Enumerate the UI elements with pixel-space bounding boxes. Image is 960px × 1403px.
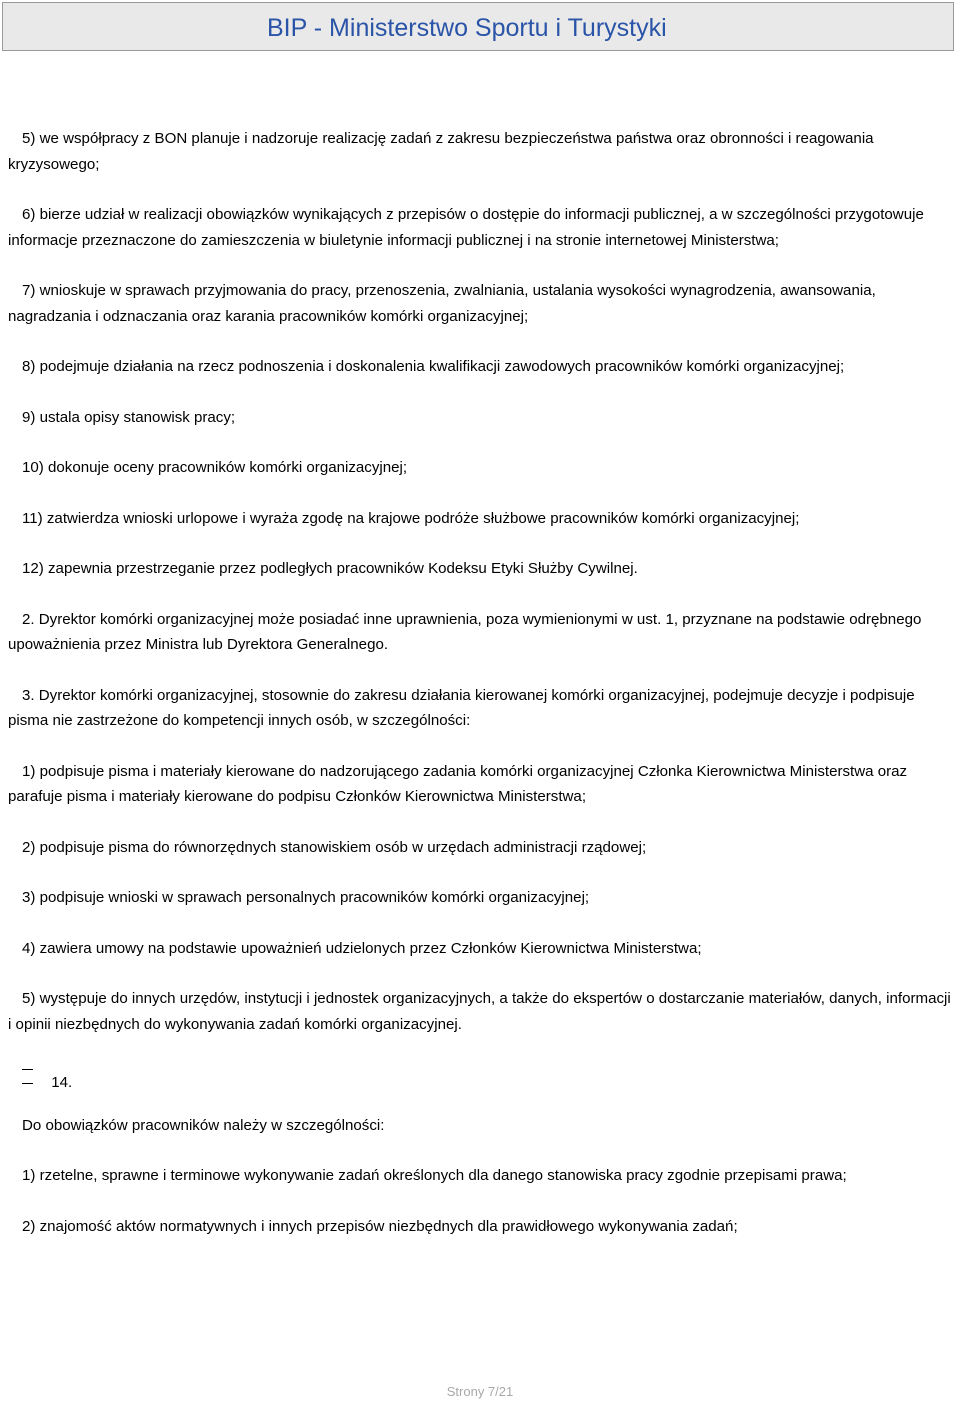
paragraph-3-1: 1) podpisuje pisma i materiały kierowane do nadzorującego zadania komórki organizacyjnej Członka Kierownictwa Ministerstwa oraz parafuje pisma i materiały kierowane do podpisu Członków Kierownictwa Ministerstwa; bbox=[8, 762, 908, 805]
paragraph-ust-3: 3. Dyrektor komórki organizacyjnej, stosownie do zakresu działania kierowanej komórki organizacyjnej, podejmuje decyzje i podpisuje pisma nie zastrzeżone do kompetencji innych osób, w szczególności: bbox=[8, 686, 915, 729]
paragraph-3-5: 5) występuje do innych urzędów, instytucji i jednostek organizacyjnych, a także do ekspertów o dostarczanie materiałów, danych, informacji i opinii niezbędnych do wykonywania zadań komórki organizacyjnej. bbox=[8, 990, 951, 1033]
paragraph-duties-2: 2) znajomość aktów normatywnych i innych przepisów niezbędnych dla prawidłowego wykonywania zadań; bbox=[22, 1217, 738, 1235]
section-symbol-icon bbox=[22, 1062, 34, 1087]
paragraph-7: 7) wnioskuje w sprawach przyjmowania do pracy, przenoszenia, zwalniania, ustalania wysokości wynagrodzenia, awansowania, nagradzania i odznaczania oraz karania pracowników komórki organizacyjnej; bbox=[8, 282, 876, 325]
document-body bbox=[8, 126, 952, 1264]
paragraph-5: 5) we współpracy z BON planuje i nadzoruje realizację zadań z zakresu bezpieczeństwa państwa oraz obronności i reagowania kryzysowego; bbox=[8, 130, 874, 173]
paragraph-3-2: 2) podpisuje pisma do równorzędnych stanowiskiem osób w urzędach administracji rządowej; bbox=[22, 838, 647, 856]
paragraph-11: 11) zatwierdza wnioski urlopowe i wyraża zgodę na krajowe podróże służbowe pracowników komórki organizacyjnej; bbox=[22, 509, 800, 527]
paragraph-9: 9) ustala opisy stanowisk pracy; bbox=[22, 408, 236, 426]
paragraph-3-3: 3) podpisuje wnioski w sprawach personalnych pracowników komórki organizacyjnej; bbox=[22, 889, 590, 906]
paragraph-10: 10) dokonuje oceny pracowników komórki organizacyjnej; bbox=[22, 459, 408, 476]
paragraph-12: 12) zapewnia przestrzeganie przez podległych pracowników Kodeksu Etyki Służby Cywilnej. bbox=[22, 560, 638, 577]
paragraph-ust-2: 2. Dyrektor komórki organizacyjnej może posiadać inne uprawnienia, poza wymienionymi w ust. 1, przyznane na podstawie odrębnego upoważnienia przez Ministra lub Dyrektora Generalnego. bbox=[8, 610, 922, 653]
section-number: 14. bbox=[51, 1074, 73, 1091]
site-title: BIP - Ministerstwo Sportu i Turystyki bbox=[267, 14, 667, 42]
page-counter: Strony 7/21 bbox=[446, 1384, 514, 1399]
paragraph-duties-intro: Do obowiązków pracowników należy w szczególności: bbox=[22, 1116, 385, 1134]
paragraph-8: 8) podejmuje działania na rzecz podnoszenia i doskonalenia kwalifikacji zawodowych pracowników komórki organizacyjnej; bbox=[22, 358, 845, 375]
paragraph-6: 6) bierze udział w realizacji obowiązków wynikających z przepisów o dostępie do informacji publicznej, a w szczególności przygotowuje informacje przeznaczone do zamieszczenia w biuletynie informacji publicznej i na stronie internetowej Ministerstwa; bbox=[8, 206, 924, 249]
paragraph-3-4: 4) zawiera umowy na podstawie upoważnień udzielonych przez Członków Kierownictwa Ministerstwa; bbox=[22, 939, 702, 957]
section-heading bbox=[8, 1062, 952, 1091]
paragraph-duties-1: 1) rzetelne, sprawne i terminowe wykonywanie zadań określonych dla danego stanowiska pracy zgodnie przepisami prawa; bbox=[22, 1167, 847, 1184]
page-header bbox=[2, 2, 954, 51]
section-heading-wrap bbox=[22, 1062, 72, 1096]
